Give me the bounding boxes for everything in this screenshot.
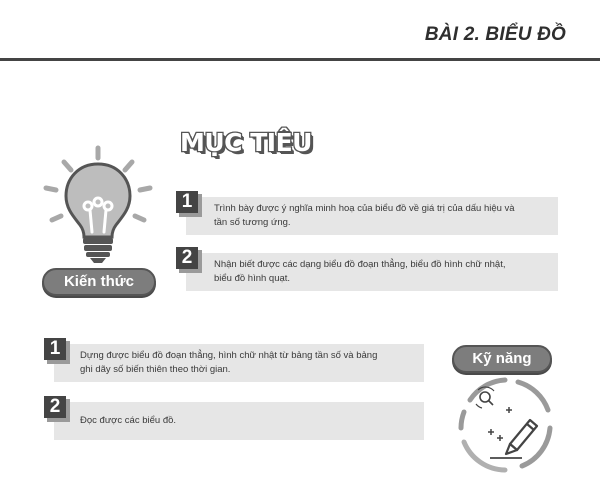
lesson-title: BÀI 2. BIỂU ĐỒ	[424, 24, 566, 45]
lightbulb-icon	[38, 142, 158, 272]
knowledge-item-1-line-1: Trình bày được ý nghĩa minh hoạ của biểu đồ về giá trị của dấu hiệu và	[214, 203, 515, 214]
skill-item-1-number: 1	[44, 338, 66, 360]
knowledge-item-2-number: 2	[176, 247, 198, 269]
goals-title: MỤC TIÊU	[180, 128, 312, 157]
knowledge-item-2-line-1: Nhận biết được các dạng biểu đồ đoạn thẳng, biểu đồ hình chữ nhật,	[214, 259, 506, 270]
knowledge-item-2	[186, 253, 558, 291]
knowledge-item-1-number: 1	[176, 191, 198, 213]
skill-item-1-line-1: Dựng được biểu đồ đoạn thẳng, hình chữ nhật từ bảng tần số và bảng	[80, 350, 378, 361]
knowledge-label: Kiến thức	[42, 268, 156, 296]
skill-item-1-line-2: ghi dãy số biến thiên theo thời gian.	[80, 364, 231, 375]
skill-item-1	[54, 344, 424, 382]
knowledge-item-1-line-2: tần số tương ứng.	[214, 217, 291, 228]
knowledge-item-2-line-2: biểu đồ hình quạt.	[214, 273, 291, 284]
skill-item-2-number: 2	[44, 396, 66, 418]
pencil-skill-icon	[450, 370, 560, 480]
skill-item-2-line-1: Đọc được các biểu đồ.	[80, 415, 177, 426]
knowledge-item-1	[186, 197, 558, 235]
header-divider	[0, 58, 600, 61]
skills-label: Kỹ năng	[452, 345, 552, 373]
skill-item-2	[54, 402, 424, 440]
